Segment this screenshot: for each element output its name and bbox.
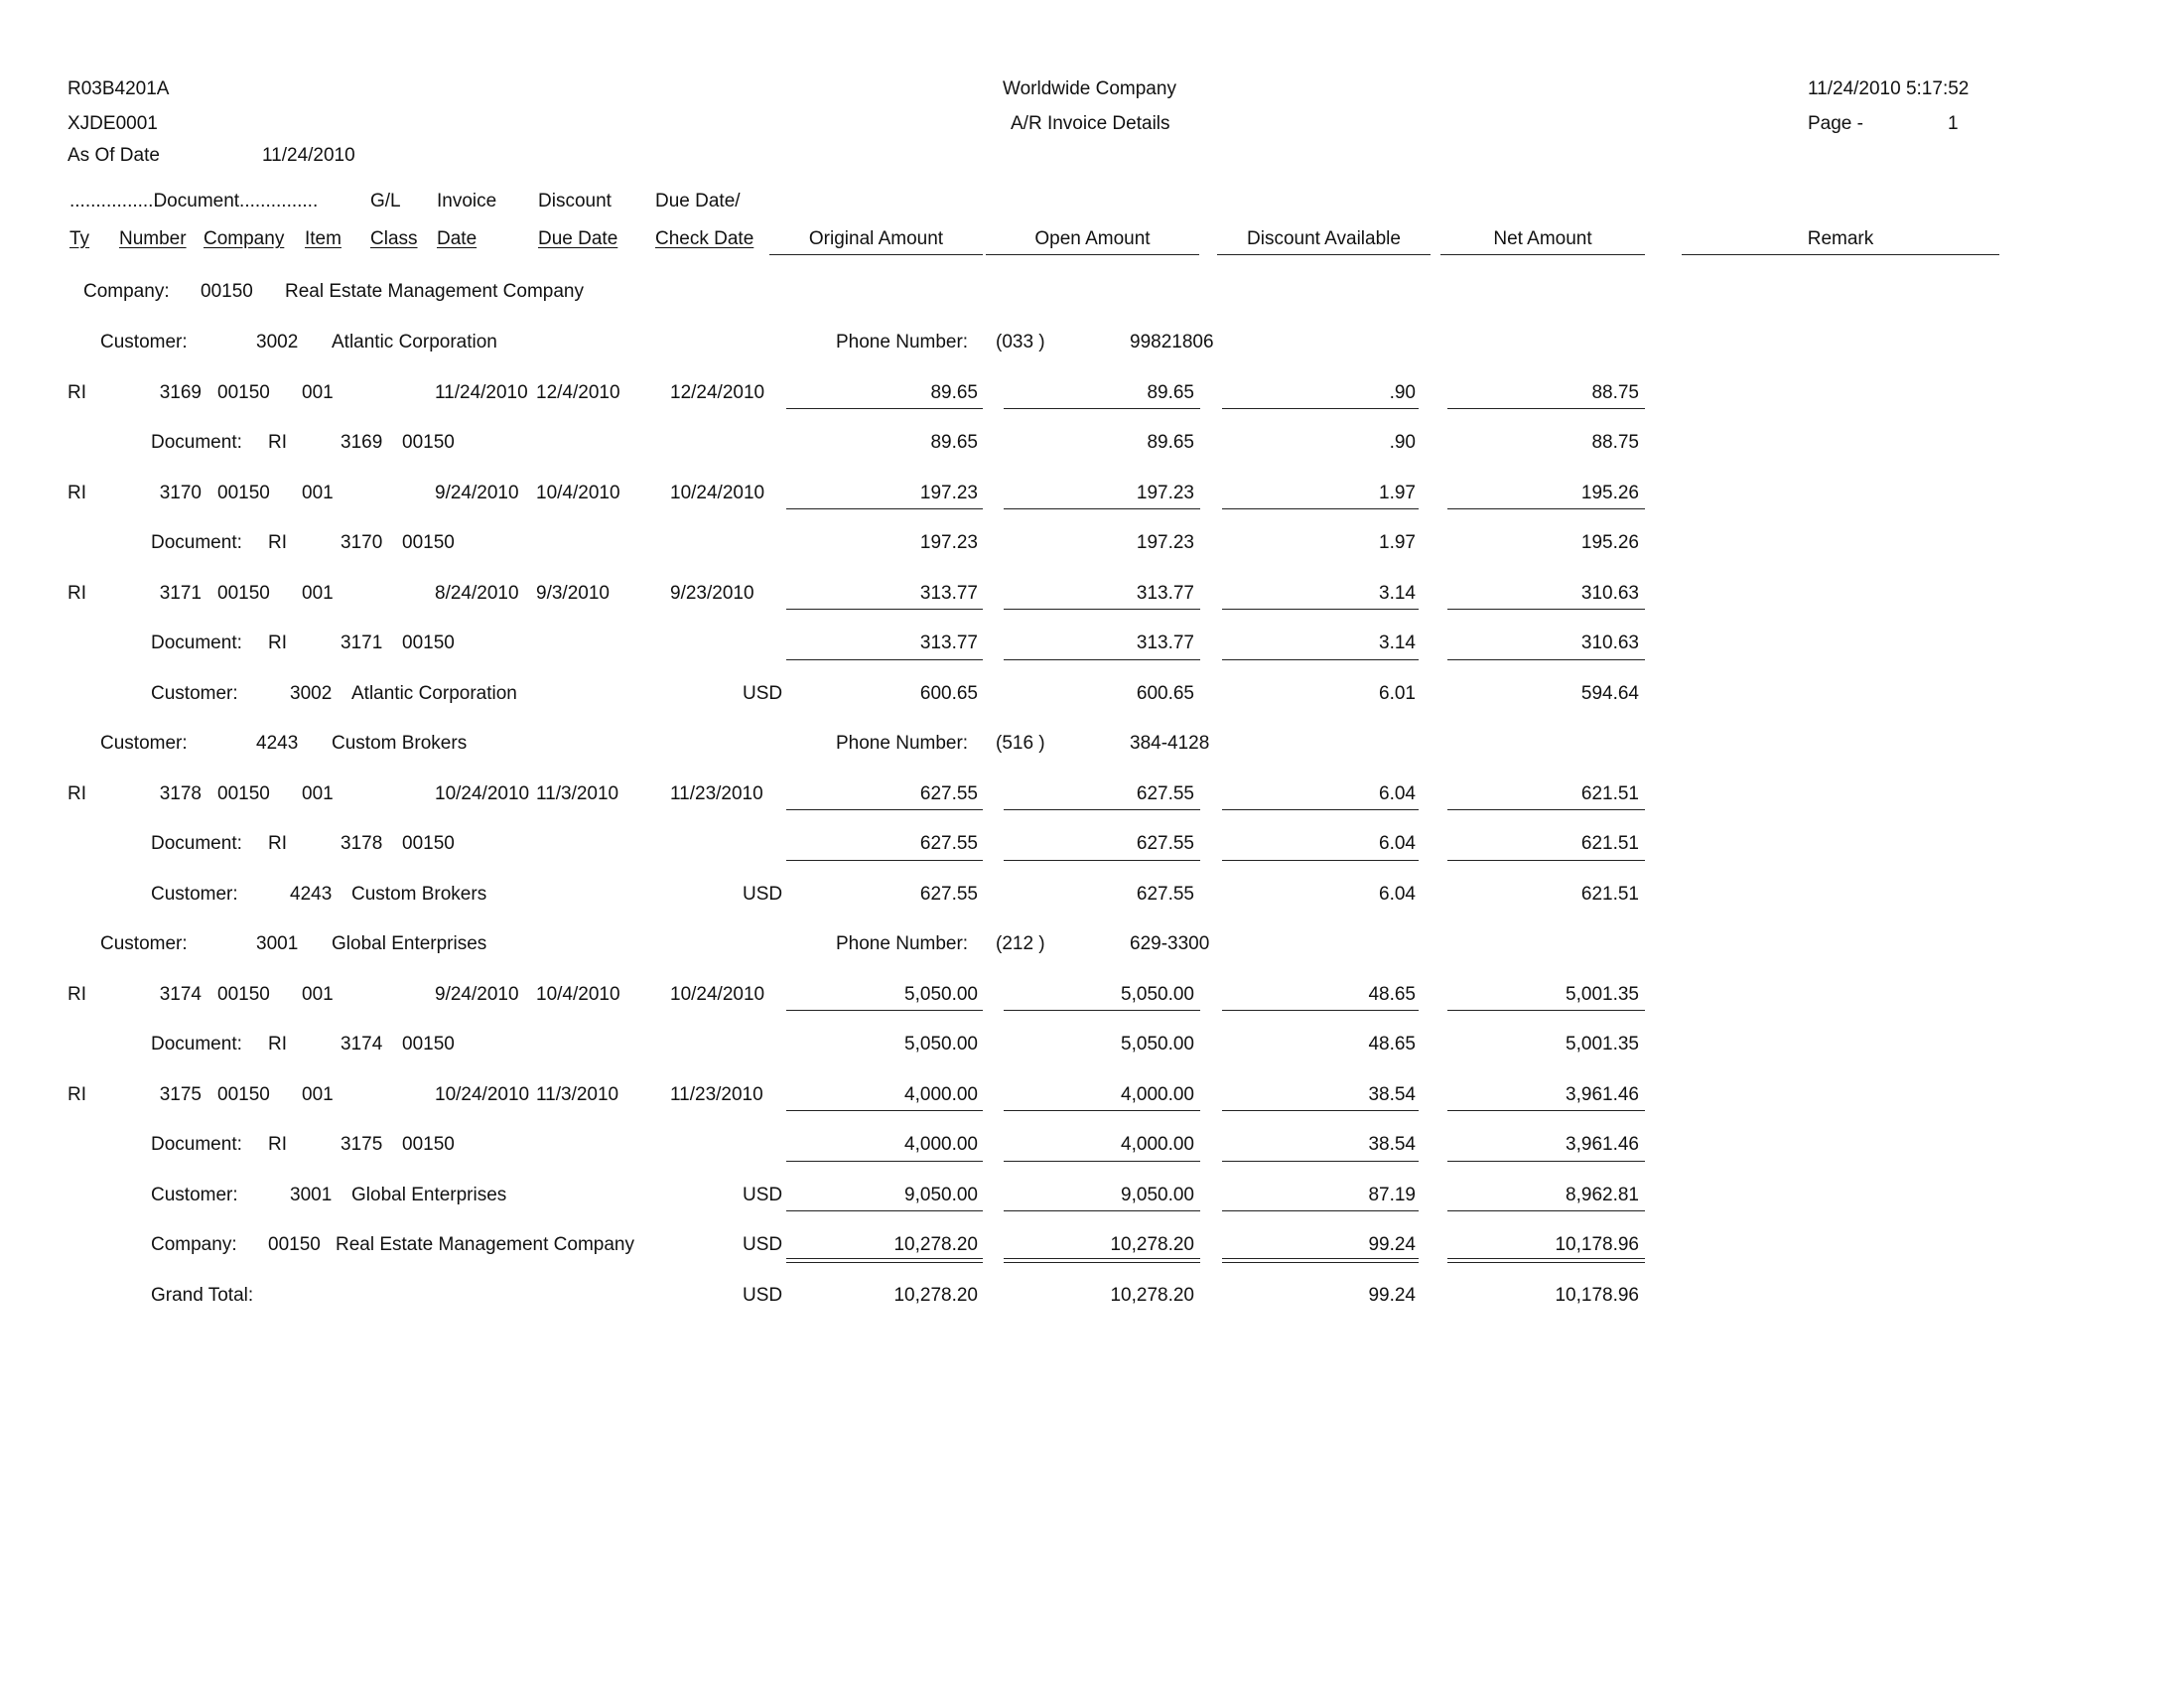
total-rule	[1222, 508, 1419, 509]
total-rule	[1447, 809, 1645, 810]
invoice-item: 001	[302, 381, 334, 403]
phone-number: 99821806	[1130, 332, 1214, 352]
document-company: 00150	[402, 833, 455, 854]
document-number: 3178	[341, 833, 383, 854]
document-total-original: 313.77	[919, 633, 978, 653]
total-rule	[786, 809, 983, 810]
customer-total-name: Custom Brokers	[351, 883, 487, 905]
company-label: Company:	[83, 281, 170, 302]
customer-label: Customer:	[100, 933, 188, 954]
invoice-type: RI	[68, 782, 86, 804]
invoice-number: 3178	[159, 782, 202, 804]
grand-total-original: 10,278.20	[893, 1284, 978, 1306]
company-title: Real Estate Management Company	[285, 281, 584, 302]
total-rule	[1222, 1161, 1419, 1162]
invoice-net: 88.75	[1591, 381, 1639, 403]
total-rule	[1222, 860, 1419, 861]
document-type: RI	[268, 432, 287, 453]
company-total-discount: 99.24	[1368, 1234, 1416, 1255]
invoice-original: 627.55	[919, 782, 978, 804]
invoice-original: 197.23	[919, 482, 978, 503]
document-total-discount: 6.04	[1379, 833, 1416, 854]
page-label: Page -	[1808, 113, 1863, 134]
phone-area-code: (516 )	[996, 733, 1045, 754]
invoice-number: 3169	[159, 381, 202, 403]
discount-due-date: 11/3/2010	[536, 782, 619, 804]
double-total-rule	[1004, 1258, 1200, 1263]
invoice-net: 5,001.35	[1566, 983, 1639, 1005]
invoice-original: 4,000.00	[904, 1083, 978, 1105]
invoice-discount: 48.65	[1368, 983, 1416, 1005]
document-total-net: 5,001.35	[1566, 1034, 1639, 1055]
phone-label: Phone Number:	[836, 733, 969, 754]
document-company: 00150	[402, 432, 455, 453]
invoice-date: 8/24/2010	[435, 582, 519, 604]
customer-total-name: Atlantic Corporation	[351, 682, 517, 704]
col-item: Item	[305, 228, 341, 249]
document-type: RI	[268, 633, 287, 653]
invoice-open: 313.77	[1136, 582, 1194, 604]
col-original-amount: Original Amount	[808, 228, 944, 249]
phone-label: Phone Number:	[836, 933, 969, 954]
document-total-open: 627.55	[1136, 833, 1194, 854]
total-rule	[1447, 408, 1645, 409]
document-total-original: 4,000.00	[904, 1134, 978, 1155]
invoice-discount: 38.54	[1368, 1083, 1416, 1105]
discount-due-date: 9/3/2010	[536, 582, 610, 604]
document-label: Document:	[151, 1134, 242, 1155]
col-due-date: Due Date	[538, 228, 618, 249]
document-label: Document:	[151, 1034, 242, 1055]
customer-name: Global Enterprises	[332, 933, 487, 954]
total-rule	[1004, 809, 1200, 810]
customer-label: Customer:	[100, 733, 188, 754]
total-rule	[786, 1110, 983, 1111]
invoice-number: 3170	[159, 482, 202, 503]
customer-total-net: 621.51	[1580, 883, 1639, 905]
customer-total-discount: 6.04	[1379, 883, 1416, 905]
invoice-open: 197.23	[1136, 482, 1194, 503]
company-total-original: 10,278.20	[893, 1234, 978, 1255]
phone-number: 384-4128	[1130, 733, 1210, 754]
invoice-original: 5,050.00	[904, 983, 978, 1005]
col-gl: G/L	[370, 191, 401, 211]
invoice-net: 3,961.46	[1566, 1083, 1639, 1105]
col-remark: Remark	[1807, 228, 1874, 249]
invoice-open: 4,000.00	[1121, 1083, 1194, 1105]
phone-area-code: (033 )	[996, 332, 1045, 352]
environment-id: XJDE0001	[68, 113, 158, 134]
document-total-open: 5,050.00	[1121, 1034, 1194, 1055]
as-of-label: As Of Date	[68, 145, 160, 166]
col-ty: Ty	[69, 228, 90, 249]
customer-total-id: 4243	[290, 883, 333, 905]
invoice-discount: 6.04	[1379, 782, 1416, 804]
document-company: 00150	[402, 532, 455, 553]
customer-total-label: Customer:	[151, 1184, 238, 1205]
document-total-open: 197.23	[1136, 532, 1194, 553]
due-date: 9/23/2010	[670, 582, 754, 604]
total-rule	[1004, 508, 1200, 509]
document-total-net: 88.75	[1591, 432, 1639, 453]
grand-total-label: Grand Total:	[151, 1284, 254, 1306]
total-rule	[786, 508, 983, 509]
due-date: 10/24/2010	[670, 482, 765, 503]
document-number: 3170	[341, 532, 383, 553]
total-rule	[786, 609, 983, 610]
company-total-label: Company:	[151, 1234, 237, 1255]
total-rule	[1222, 609, 1419, 610]
phone-area-code: (212 )	[996, 933, 1045, 954]
col-open-amount: Open Amount	[1034, 228, 1151, 249]
invoice-item: 001	[302, 482, 334, 503]
col-company: Company	[204, 228, 285, 249]
print-datetime: 11/24/2010 5:17:52	[1808, 78, 1970, 99]
company-total-net: 10,178.96	[1555, 1234, 1639, 1255]
total-rule	[1004, 1161, 1200, 1162]
document-total-open: 4,000.00	[1121, 1134, 1194, 1155]
invoice-type: RI	[68, 1083, 86, 1105]
due-date: 12/24/2010	[670, 381, 765, 403]
invoice-type: RI	[68, 482, 86, 503]
grand-total-open: 10,278.20	[1110, 1284, 1194, 1306]
invoice-date: 10/24/2010	[435, 1083, 530, 1105]
discount-due-date: 11/3/2010	[536, 1083, 619, 1105]
document-company: 00150	[402, 1034, 455, 1055]
customer-total-open: 9,050.00	[1121, 1184, 1194, 1205]
document-total-original: 197.23	[919, 532, 978, 553]
total-rule	[1222, 659, 1419, 660]
invoice-date: 9/24/2010	[435, 983, 519, 1005]
invoice-company: 00150	[217, 782, 270, 804]
col-discount-available: Discount Available	[1247, 228, 1401, 249]
currency-code: USD	[743, 1284, 783, 1306]
customer-total-discount: 87.19	[1368, 1184, 1416, 1205]
col-invoice: Invoice	[437, 191, 497, 211]
invoice-type: RI	[68, 381, 86, 403]
phone-number: 629-3300	[1130, 933, 1210, 954]
invoice-company: 00150	[217, 582, 270, 604]
invoice-net: 310.63	[1580, 582, 1639, 604]
col-net-amount: Net Amount	[1493, 228, 1592, 249]
invoice-item: 001	[302, 1083, 334, 1105]
header-rule	[769, 254, 983, 255]
customer-total-discount: 6.01	[1379, 682, 1416, 704]
customer-total-original: 9,050.00	[904, 1184, 978, 1205]
document-total-discount: 1.97	[1379, 532, 1416, 553]
customer-total-net: 8,962.81	[1566, 1184, 1639, 1205]
customer-id: 3002	[256, 332, 299, 352]
total-rule	[1222, 1210, 1419, 1211]
company-total-open: 10,278.20	[1110, 1234, 1194, 1255]
total-rule	[786, 1161, 983, 1162]
document-number: 3171	[341, 633, 383, 653]
document-total-original: 5,050.00	[904, 1034, 978, 1055]
invoice-company: 00150	[217, 381, 270, 403]
company-code: 00150	[201, 281, 253, 302]
customer-total-net: 594.64	[1580, 682, 1639, 704]
total-rule	[1004, 1110, 1200, 1111]
col-date: Date	[437, 228, 478, 249]
document-type: RI	[268, 833, 287, 854]
customer-name: Custom Brokers	[332, 733, 468, 754]
total-rule	[1447, 1010, 1645, 1011]
currency-code: USD	[743, 682, 783, 704]
invoice-date: 10/24/2010	[435, 782, 530, 804]
invoice-item: 001	[302, 582, 334, 604]
col-check-date: Check Date	[655, 228, 754, 249]
document-total-open: 313.77	[1136, 633, 1194, 653]
total-rule	[786, 860, 983, 861]
total-rule	[1447, 860, 1645, 861]
customer-total-id: 3002	[290, 682, 333, 704]
invoice-company: 00150	[217, 983, 270, 1005]
document-total-discount: 3.14	[1379, 633, 1416, 653]
customer-total-open: 627.55	[1136, 883, 1194, 905]
currency-code: USD	[743, 883, 783, 905]
total-rule	[1004, 609, 1200, 610]
due-date: 11/23/2010	[670, 782, 763, 804]
document-label: Document:	[151, 833, 242, 854]
total-rule	[1004, 860, 1200, 861]
discount-due-date: 12/4/2010	[536, 381, 620, 403]
company-name: Worldwide Company	[1003, 78, 1176, 99]
invoice-type: RI	[68, 983, 86, 1005]
document-total-original: 627.55	[919, 833, 978, 854]
customer-total-label: Customer:	[151, 883, 238, 905]
invoice-company: 00150	[217, 482, 270, 503]
col-number: Number	[119, 228, 187, 249]
company-total-code: 00150	[268, 1234, 321, 1255]
due-date: 10/24/2010	[670, 983, 765, 1005]
invoice-date: 9/24/2010	[435, 482, 519, 503]
total-rule	[1447, 609, 1645, 610]
document-company: 00150	[402, 633, 455, 653]
header-rule	[1682, 254, 1999, 255]
col-due-date-slash: Due Date/	[655, 191, 741, 211]
report-title: A/R Invoice Details	[1011, 113, 1170, 134]
document-total-original: 89.65	[930, 432, 978, 453]
total-rule	[1447, 508, 1645, 509]
col-class: Class	[370, 228, 418, 249]
customer-total-name: Global Enterprises	[351, 1184, 507, 1205]
report-id: R03B4201A	[68, 78, 170, 99]
invoice-date: 11/24/2010	[435, 381, 528, 403]
document-number: 3175	[341, 1134, 383, 1155]
total-rule	[1447, 1110, 1645, 1111]
total-rule	[786, 659, 983, 660]
invoice-item: 001	[302, 983, 334, 1005]
document-total-net: 310.63	[1580, 633, 1639, 653]
customer-name: Atlantic Corporation	[332, 332, 497, 352]
total-rule	[1004, 1010, 1200, 1011]
total-rule	[786, 408, 983, 409]
invoice-item: 001	[302, 782, 334, 804]
invoice-original: 89.65	[930, 381, 978, 403]
document-number: 3174	[341, 1034, 383, 1055]
document-label: Document:	[151, 633, 242, 653]
document-type: RI	[268, 1034, 287, 1055]
customer-total-original: 627.55	[919, 883, 978, 905]
total-rule	[1222, 809, 1419, 810]
double-total-rule	[1447, 1258, 1645, 1263]
customer-label: Customer:	[100, 332, 188, 352]
document-label: Document:	[151, 432, 242, 453]
currency-code: USD	[743, 1234, 783, 1255]
total-rule	[1222, 1010, 1419, 1011]
document-total-open: 89.65	[1147, 432, 1194, 453]
due-date: 11/23/2010	[670, 1083, 763, 1105]
phone-label: Phone Number:	[836, 332, 969, 352]
document-total-discount: .90	[1389, 432, 1416, 453]
as-of-date: 11/24/2010	[262, 145, 355, 166]
header-rule	[1440, 254, 1645, 255]
invoice-company: 00150	[217, 1083, 270, 1105]
invoice-net: 621.51	[1580, 782, 1639, 804]
invoice-discount: .90	[1389, 381, 1416, 403]
currency-code: USD	[743, 1184, 783, 1205]
invoice-discount: 1.97	[1379, 482, 1416, 503]
document-type: RI	[268, 1134, 287, 1155]
document-total-discount: 48.65	[1368, 1034, 1416, 1055]
invoice-open: 89.65	[1147, 381, 1194, 403]
double-total-rule	[786, 1258, 983, 1263]
col-discount: Discount	[538, 191, 612, 211]
invoice-number: 3175	[159, 1083, 202, 1105]
company-total-name: Real Estate Management Company	[336, 1234, 634, 1255]
col-document-group: ................Document...............	[69, 191, 319, 211]
total-rule	[1004, 408, 1200, 409]
invoice-number: 3171	[159, 582, 202, 604]
invoice-open: 5,050.00	[1121, 983, 1194, 1005]
document-total-net: 621.51	[1580, 833, 1639, 854]
total-rule	[1222, 408, 1419, 409]
double-total-rule	[1222, 1258, 1419, 1263]
grand-total-discount: 99.24	[1368, 1284, 1416, 1306]
invoice-open: 627.55	[1136, 782, 1194, 804]
invoice-net: 195.26	[1580, 482, 1639, 503]
document-total-net: 3,961.46	[1566, 1134, 1639, 1155]
total-rule	[1004, 659, 1200, 660]
document-total-net: 195.26	[1580, 532, 1639, 553]
header-rule	[1217, 254, 1431, 255]
grand-total-net: 10,178.96	[1555, 1284, 1639, 1306]
invoice-original: 313.77	[919, 582, 978, 604]
customer-id: 3001	[256, 933, 299, 954]
total-rule	[1447, 659, 1645, 660]
invoice-discount: 3.14	[1379, 582, 1416, 604]
document-number: 3169	[341, 432, 383, 453]
document-company: 00150	[402, 1134, 455, 1155]
total-rule	[786, 1010, 983, 1011]
customer-total-label: Customer:	[151, 682, 238, 704]
document-label: Document:	[151, 532, 242, 553]
total-rule	[786, 1210, 983, 1211]
customer-total-open: 600.65	[1136, 682, 1194, 704]
page-number: 1	[1948, 113, 1959, 134]
discount-due-date: 10/4/2010	[536, 983, 620, 1005]
total-rule	[1004, 1210, 1200, 1211]
total-rule	[1447, 1210, 1645, 1211]
customer-id: 4243	[256, 733, 299, 754]
document-total-discount: 38.54	[1368, 1134, 1416, 1155]
customer-total-id: 3001	[290, 1184, 333, 1205]
document-type: RI	[268, 532, 287, 553]
total-rule	[1222, 1110, 1419, 1111]
invoice-number: 3174	[159, 983, 202, 1005]
invoice-type: RI	[68, 582, 86, 604]
total-rule	[1447, 1161, 1645, 1162]
discount-due-date: 10/4/2010	[536, 482, 620, 503]
customer-total-original: 600.65	[919, 682, 978, 704]
header-rule	[986, 254, 1199, 255]
